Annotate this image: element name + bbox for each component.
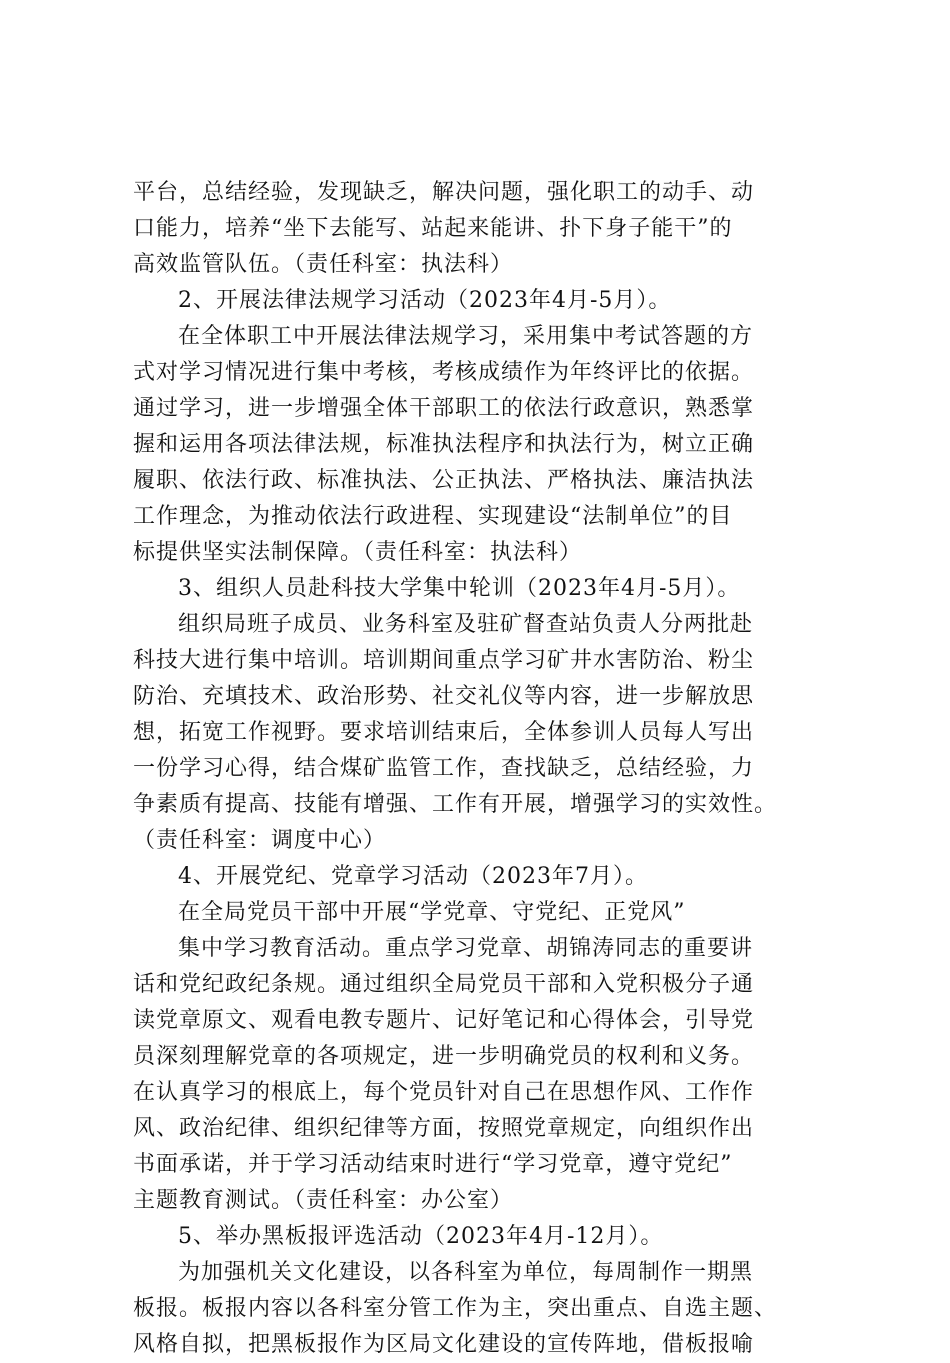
text-line: 为加强机关文化建设，以各科室为单位，每周制作一期黑 — [178, 1260, 754, 1285]
text-line: 工作理念，为推动依法行政进程、实现建设“法制单位”的目 — [133, 504, 733, 529]
text-line: 4、开展党纪、党章学习活动（2023年7月）。 — [178, 864, 648, 889]
text-line: 风、政治纪律、组织纪律等方面，按照党章规定，向组织作出 — [133, 1116, 755, 1141]
text-line: 一份学习心得，结合煤矿监管工作，查找缺乏，总结经验，力 — [133, 756, 755, 781]
text-line: 组织局班子成员、业务科室及驻矿督查站负责人分两批赴 — [178, 612, 754, 637]
text-line: 履职、依法行政、标准执法、公正执法、严格执法、廉洁执法 — [133, 468, 755, 493]
text-line: 科技大进行集中培训。培训期间重点学习矿井水害防治、粉尘 — [133, 648, 755, 673]
text-line: 式对学习情况进行集中考核，考核成绩作为年终评比的依据。 — [133, 360, 755, 385]
text-line: 板报。板报内容以各科室分管工作为主，突出重点、自选主题、 — [133, 1296, 778, 1321]
text-line: 高效监管队伍。（责任科室：执法科） — [133, 252, 514, 277]
text-line: 想，拓宽工作视野。要求培训结束后，全体参训人员每人写出 — [133, 720, 755, 745]
text-line: 3、组织人员赴科技大学集中轮训（2023年4月-5月）。 — [178, 576, 741, 601]
text-line: （责任科室：调度中心） — [133, 828, 387, 853]
text-line: 在全局党员干部中开展“学党章、守党纪、正党风” — [178, 900, 686, 925]
text-line: 5、举办黑板报评选活动（2023年4月-12月）。 — [178, 1224, 664, 1249]
text-line: 握和运用各项法律法规，标准执法程序和执法行为，树立正确 — [133, 432, 755, 457]
text-line: 口能力，培养“坐下去能写、站起来能讲、扑下身子能干”的 — [133, 216, 733, 241]
text-line: 争素质有提高、技能有增强、工作有开展，增强学习的实效性。 — [133, 792, 778, 817]
text-line: 话和党纪政纪条规。通过组织全局党员干部和入党积极分子通 — [133, 972, 755, 997]
text-line: 书面承诺，并于学习活动结束时进行“学习党章，遵守党纪” — [133, 1152, 733, 1177]
text-line: 主题教育测试。（责任科室：办公室） — [133, 1188, 514, 1213]
text-line: 防治、充填技术、政治形势、社交礼仪等内容，进一步解放思 — [133, 684, 755, 709]
text-line: 标提供坚实法制保障。（责任科室：执法科） — [133, 540, 583, 565]
text-line: 通过学习，进一步增强全体干部职工的依法行政意识，熟悉掌 — [133, 396, 755, 421]
text-line: 平台，总结经验，发现缺乏，解决问题，强化职工的动手、动 — [133, 180, 755, 205]
text-line: 在全体职工中开展法律法规学习，采用集中考试答题的方 — [178, 324, 754, 349]
document-body — [133, 175, 823, 1363]
text-line: 风格自拟，把黑板报作为区局文化建设的宣传阵地，借板报喻 — [133, 1332, 755, 1357]
text-line: 在认真学习的根底上，每个党员针对自己在思想作风、工作作 — [133, 1080, 755, 1105]
text-line: 2、开展法律法规学习活动（2023年4月-5月）。 — [178, 288, 672, 313]
text-line: 集中学习教育活动。重点学习党章、胡锦涛同志的重要讲 — [178, 936, 754, 961]
text-line: 员深刻理解党章的各项规定，进一步明确党员的权利和义务。 — [133, 1044, 755, 1069]
text-line: 读党章原文、观看电教专题片、记好笔记和心得体会，引导党 — [133, 1008, 755, 1033]
